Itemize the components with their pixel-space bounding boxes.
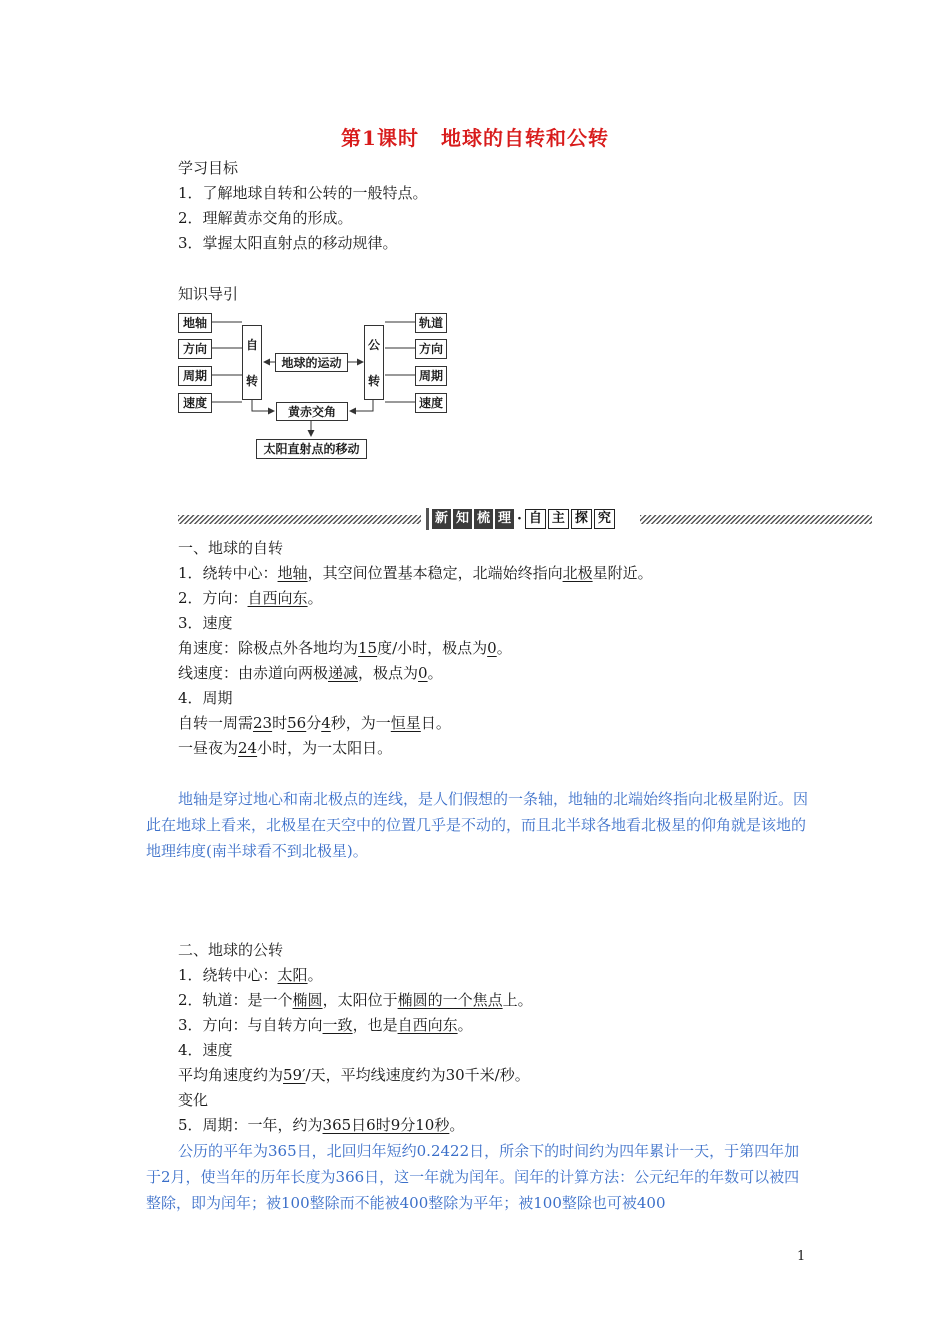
diagram-box-period: 周期 [415, 366, 447, 386]
diagram-rotation-box: 自 转 [242, 325, 262, 400]
solar-day-line: 一昼夜为24小时，为一太阳日。 [178, 739, 393, 757]
diagram-connectors [0, 0, 950, 470]
diagram-center-box: 地球的运动 [275, 353, 348, 372]
rotation-speed-heading: 3．速度 [178, 614, 233, 632]
objective-item: 1．了解地球自转和公转的一般特点。 [178, 184, 428, 202]
guide-heading: 知识导引 [178, 285, 239, 303]
diagram-box-direction: 方向 [178, 339, 212, 359]
objective-item: 2．理解黄赤交角的形成。 [178, 209, 353, 227]
note-leap-year: 公历的平年为365日，北回归年短约0.2422日，所余下的时间约为四年累计一天，于第四年加于2月，使当年的历年长度为366日，这一年就为闰年。闰年的计算方法：公元纪年的年数可以被四整除，即为闰年；被100整除而不能被400整除为平年；被100整除也可被400 [146, 1142, 800, 1212]
revolution-orbit-line: 2．轨道：是一个椭圆，太阳位于椭圆的一个焦点上。 [178, 991, 533, 1009]
section-heading-rotation: 一、地球的自转 [178, 539, 284, 557]
diagram-box-orbit: 轨道 [415, 313, 447, 333]
revolution-speed-line: 平均角速度约为59′/天，平均线速度约为30千米/秒。 [178, 1066, 530, 1084]
diagram-box-direction: 方向 [415, 339, 447, 359]
sidereal-day-line: 自转一周需23时56分4秒，为一恒星日。 [178, 714, 451, 732]
diagram-revolution-box: 公 转 [364, 325, 384, 400]
revolution-period-line: 5．周期：一年，约为365日6时9分10秒。 [178, 1116, 465, 1134]
page-number: 1 [797, 1249, 806, 1264]
angular-speed-line: 角速度：除极点外各地均为15度/小时，极点为0。 [178, 639, 512, 657]
revolution-center-line: 1．绕转中心：太阳。 [178, 966, 323, 984]
rotation-center-line: 1．绕转中心：地轴，其空间位置基本稳定，北端始终指向北极星附近。 [178, 564, 653, 582]
diagram-box-period: 周期 [178, 366, 212, 386]
section-heading-revolution: 二、地球的公转 [178, 941, 284, 959]
header-hatch-right [640, 515, 872, 524]
page-title: 第1课时 地球的自转和公转 [341, 126, 609, 150]
linear-speed-line: 线速度：由赤道向两极递减，极点为0。 [178, 664, 443, 682]
diagram-box-speed: 速度 [178, 393, 212, 413]
section-header: 新 知 梳 理 · 自 主 探 究 [426, 508, 617, 530]
diagram-box-speed: 速度 [415, 393, 447, 413]
rotation-period-heading: 4．周期 [178, 689, 233, 707]
diagram-box-axis: 地轴 [178, 313, 212, 333]
rotation-direction-line: 2．方向：自西向东。 [178, 589, 323, 607]
diagram-obliquity-box: 黄赤交角 [276, 402, 348, 421]
note-earth-axis: 地轴是穿过地心和南北极点的连线，是人们假想的一条轴，地轴的北端始终指向北极星附近。因此在地球上看来，北极星在天空中的位置几乎是不动的，而且北半球各地看北极星的仰角就是该地的地理纬度(南半球看不到北极星)。 [146, 790, 809, 860]
header-hatch-left [178, 515, 421, 524]
diagram-subsolar-box: 太阳直射点的移动 [256, 439, 367, 459]
revolution-speed-heading: 4．速度 [178, 1041, 233, 1059]
objective-item: 3．掌握太阳直射点的移动规律。 [178, 234, 398, 252]
objectives-heading: 学习目标 [178, 159, 239, 177]
revolution-direction-line: 3．方向：与自转方向一致，也是自西向东。 [178, 1016, 473, 1034]
speed-change-label: 变化 [178, 1091, 209, 1109]
